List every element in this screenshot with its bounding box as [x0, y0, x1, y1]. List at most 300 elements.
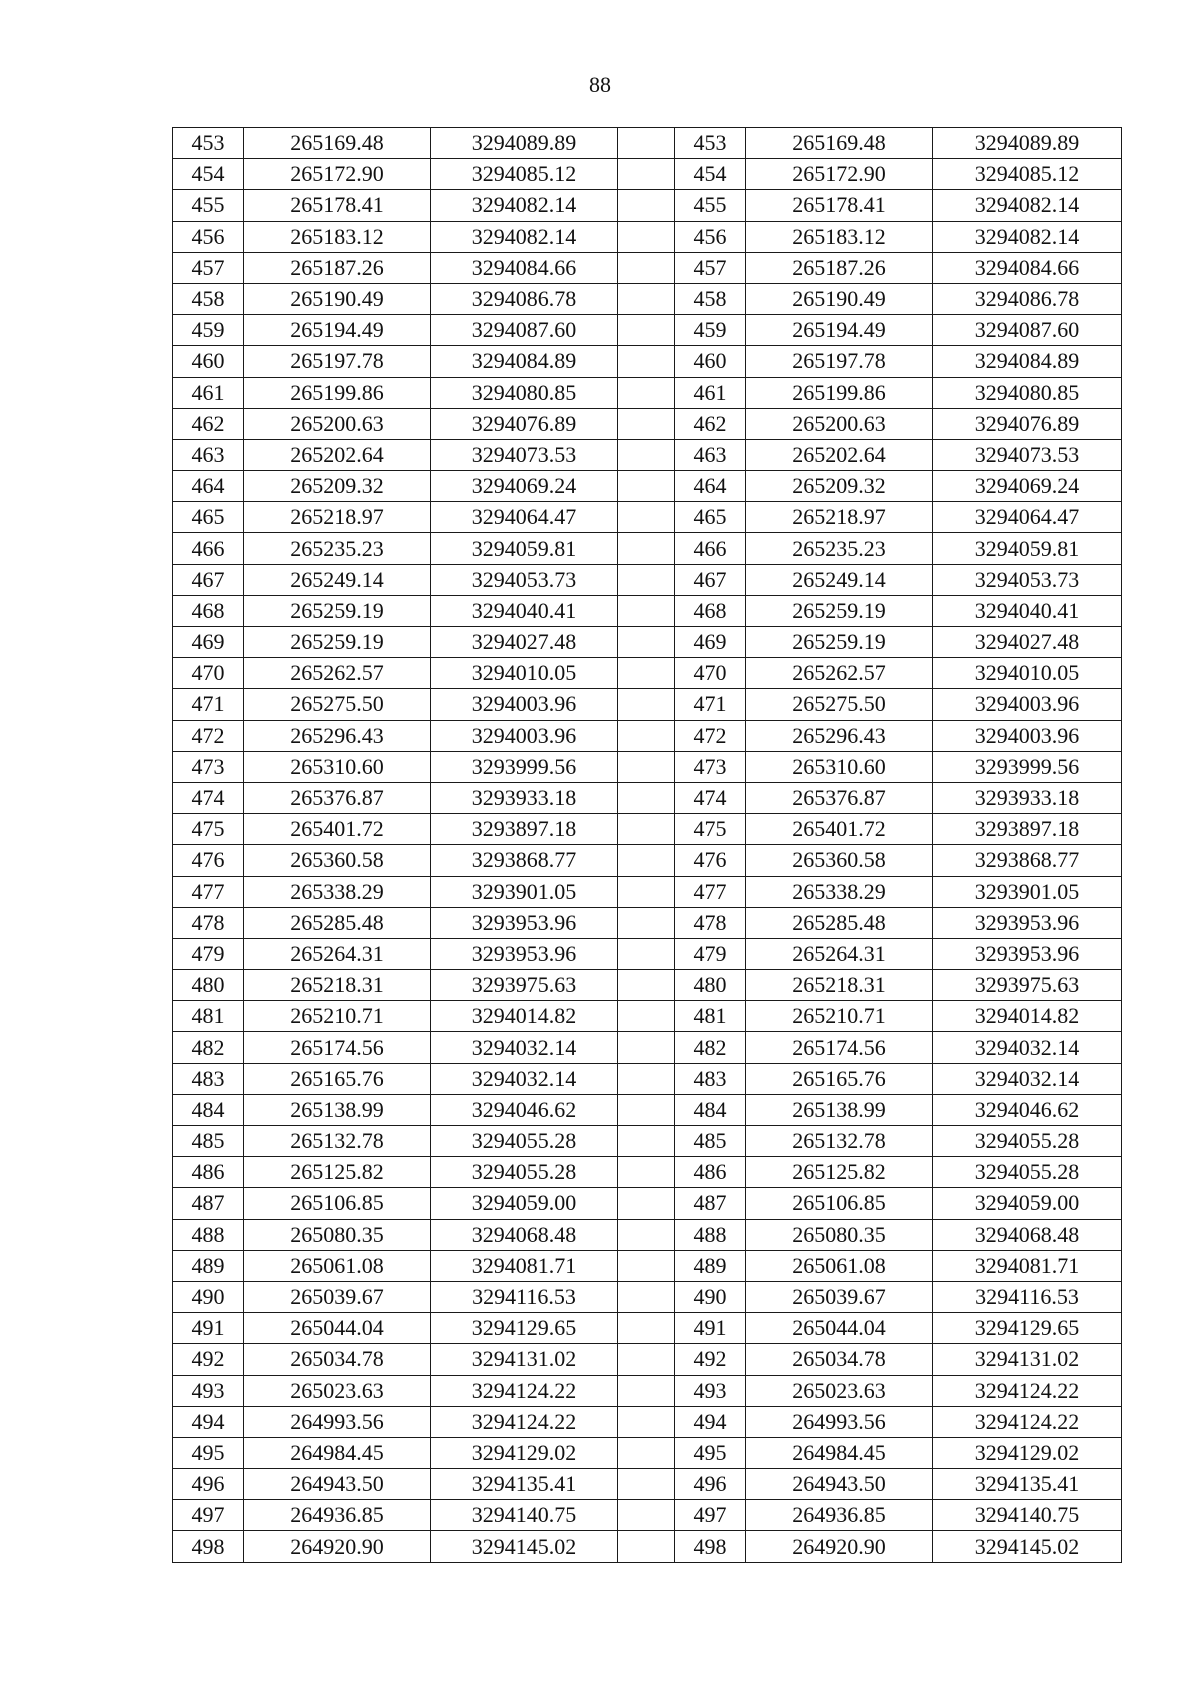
- right-point-number: 460: [675, 346, 746, 377]
- left-x-coordinate: 265199.86: [244, 377, 431, 408]
- spacer-cell: [618, 751, 675, 782]
- right-point-number: 480: [675, 970, 746, 1001]
- table-row: [173, 1281, 1122, 1312]
- right-y-coordinate: 3294032.14: [933, 1063, 1122, 1094]
- right-point-number: 493: [675, 1375, 746, 1406]
- right-y-coordinate: 3294076.89: [933, 408, 1122, 439]
- right-x-coordinate: 265210.71: [746, 1001, 933, 1032]
- left-y-coordinate: 3294124.22: [431, 1406, 618, 1437]
- right-point-number: 463: [675, 439, 746, 470]
- left-x-coordinate: 265210.71: [244, 1001, 431, 1032]
- table-row: [173, 377, 1122, 408]
- right-y-coordinate: 3294124.22: [933, 1375, 1122, 1406]
- table-row: [173, 1437, 1122, 1468]
- left-point-number: 488: [173, 1219, 244, 1250]
- right-x-coordinate: 265360.58: [746, 845, 933, 876]
- right-point-number: 478: [675, 907, 746, 938]
- spacer-cell: [618, 689, 675, 720]
- left-point-number: 481: [173, 1001, 244, 1032]
- left-x-coordinate: 265039.67: [244, 1281, 431, 1312]
- left-y-coordinate: 3294087.60: [431, 315, 618, 346]
- left-y-coordinate: 3294003.96: [431, 689, 618, 720]
- right-x-coordinate: 265061.08: [746, 1250, 933, 1281]
- left-x-coordinate: 265034.78: [244, 1344, 431, 1375]
- left-y-coordinate: 3294014.82: [431, 1001, 618, 1032]
- table-row: [173, 1469, 1122, 1500]
- right-point-number: 491: [675, 1313, 746, 1344]
- right-x-coordinate: 265401.72: [746, 814, 933, 845]
- left-y-coordinate: 3294085.12: [431, 159, 618, 190]
- spacer-cell: [618, 595, 675, 626]
- left-x-coordinate: 265197.78: [244, 346, 431, 377]
- left-point-number: 466: [173, 533, 244, 564]
- spacer-cell: [618, 720, 675, 751]
- table-row: [173, 315, 1122, 346]
- right-x-coordinate: 265259.19: [746, 627, 933, 658]
- left-y-coordinate: 3294145.02: [431, 1531, 618, 1562]
- left-point-number: 476: [173, 845, 244, 876]
- table-row: [173, 128, 1122, 159]
- spacer-cell: [618, 1126, 675, 1157]
- right-point-number: 472: [675, 720, 746, 751]
- spacer-cell: [618, 128, 675, 159]
- table-row: [173, 564, 1122, 595]
- left-y-coordinate: 3294129.65: [431, 1313, 618, 1344]
- left-point-number: 494: [173, 1406, 244, 1437]
- right-point-number: 492: [675, 1344, 746, 1375]
- spacer-cell: [618, 876, 675, 907]
- table-row: [173, 1126, 1122, 1157]
- right-point-number: 498: [675, 1531, 746, 1562]
- spacer-cell: [618, 658, 675, 689]
- left-point-number: 470: [173, 658, 244, 689]
- right-x-coordinate: 265039.67: [746, 1281, 933, 1312]
- right-x-coordinate: 265249.14: [746, 564, 933, 595]
- right-y-coordinate: 3294080.85: [933, 377, 1122, 408]
- table-row: [173, 1001, 1122, 1032]
- right-x-coordinate: 265194.49: [746, 315, 933, 346]
- table-row: [173, 1219, 1122, 1250]
- left-y-coordinate: 3294086.78: [431, 283, 618, 314]
- right-point-number: 489: [675, 1250, 746, 1281]
- left-point-number: 495: [173, 1437, 244, 1468]
- left-x-coordinate: 265187.26: [244, 252, 431, 283]
- spacer-cell: [618, 221, 675, 252]
- left-y-coordinate: 3294081.71: [431, 1250, 618, 1281]
- left-point-number: 496: [173, 1469, 244, 1500]
- right-x-coordinate: 265197.78: [746, 346, 933, 377]
- spacer-cell: [618, 159, 675, 190]
- left-point-number: 480: [173, 970, 244, 1001]
- left-x-coordinate: 265259.19: [244, 595, 431, 626]
- right-point-number: 468: [675, 595, 746, 626]
- right-x-coordinate: 265165.76: [746, 1063, 933, 1094]
- right-x-coordinate: 265023.63: [746, 1375, 933, 1406]
- left-y-coordinate: 3294064.47: [431, 502, 618, 533]
- right-y-coordinate: 3293999.56: [933, 751, 1122, 782]
- right-x-coordinate: 265044.04: [746, 1313, 933, 1344]
- right-point-number: 457: [675, 252, 746, 283]
- left-x-coordinate: 265169.48: [244, 128, 431, 159]
- left-y-coordinate: 3293901.05: [431, 876, 618, 907]
- right-x-coordinate: 264936.85: [746, 1500, 933, 1531]
- left-point-number: 490: [173, 1281, 244, 1312]
- left-y-coordinate: 3294076.89: [431, 408, 618, 439]
- right-y-coordinate: 3294086.78: [933, 283, 1122, 314]
- left-y-coordinate: 3294084.66: [431, 252, 618, 283]
- spacer-cell: [618, 1063, 675, 1094]
- right-y-coordinate: 3294055.28: [933, 1126, 1122, 1157]
- left-point-number: 484: [173, 1094, 244, 1125]
- right-y-coordinate: 3294027.48: [933, 627, 1122, 658]
- right-x-coordinate: 265190.49: [746, 283, 933, 314]
- right-x-coordinate: 265338.29: [746, 876, 933, 907]
- right-x-coordinate: 265202.64: [746, 439, 933, 470]
- right-y-coordinate: 3293897.18: [933, 814, 1122, 845]
- right-y-coordinate: 3294081.71: [933, 1250, 1122, 1281]
- left-point-number: 498: [173, 1531, 244, 1562]
- right-point-number: 464: [675, 471, 746, 502]
- left-y-coordinate: 3294135.41: [431, 1469, 618, 1500]
- left-point-number: 491: [173, 1313, 244, 1344]
- right-y-coordinate: 3294064.47: [933, 502, 1122, 533]
- left-x-coordinate: 265061.08: [244, 1250, 431, 1281]
- spacer-cell: [618, 782, 675, 813]
- left-point-number: 471: [173, 689, 244, 720]
- table-row: [173, 907, 1122, 938]
- spacer-cell: [618, 1094, 675, 1125]
- right-y-coordinate: 3294135.41: [933, 1469, 1122, 1500]
- left-point-number: 493: [173, 1375, 244, 1406]
- table-row: [173, 1032, 1122, 1063]
- table-row: [173, 1063, 1122, 1094]
- left-point-number: 458: [173, 283, 244, 314]
- right-y-coordinate: 3294140.75: [933, 1500, 1122, 1531]
- right-x-coordinate: 265296.43: [746, 720, 933, 751]
- right-y-coordinate: 3294082.14: [933, 190, 1122, 221]
- spacer-cell: [618, 1531, 675, 1562]
- table-row: [173, 814, 1122, 845]
- spacer-cell: [618, 1188, 675, 1219]
- table-row: [173, 876, 1122, 907]
- right-point-number: 481: [675, 1001, 746, 1032]
- spacer-cell: [618, 252, 675, 283]
- right-x-coordinate: 265169.48: [746, 128, 933, 159]
- right-point-number: 453: [675, 128, 746, 159]
- right-y-coordinate: 3294055.28: [933, 1157, 1122, 1188]
- table-row: [173, 751, 1122, 782]
- left-x-coordinate: 264936.85: [244, 1500, 431, 1531]
- right-point-number: 458: [675, 283, 746, 314]
- spacer-cell: [618, 471, 675, 502]
- table-row: [173, 439, 1122, 470]
- left-y-coordinate: 3293868.77: [431, 845, 618, 876]
- right-point-number: 455: [675, 190, 746, 221]
- right-y-coordinate: 3294089.89: [933, 128, 1122, 159]
- left-point-number: 462: [173, 408, 244, 439]
- table-row: [173, 595, 1122, 626]
- right-x-coordinate: 265235.23: [746, 533, 933, 564]
- right-y-coordinate: 3294084.89: [933, 346, 1122, 377]
- left-point-number: 487: [173, 1188, 244, 1219]
- left-y-coordinate: 3294055.28: [431, 1157, 618, 1188]
- left-x-coordinate: 265249.14: [244, 564, 431, 595]
- spacer-cell: [618, 533, 675, 564]
- left-y-coordinate: 3293999.56: [431, 751, 618, 782]
- right-point-number: 494: [675, 1406, 746, 1437]
- left-y-coordinate: 3294027.48: [431, 627, 618, 658]
- right-point-number: 469: [675, 627, 746, 658]
- right-y-coordinate: 3294129.65: [933, 1313, 1122, 1344]
- left-point-number: 457: [173, 252, 244, 283]
- right-x-coordinate: 265080.35: [746, 1219, 933, 1250]
- left-x-coordinate: 265132.78: [244, 1126, 431, 1157]
- left-point-number: 464: [173, 471, 244, 502]
- left-x-coordinate: 265264.31: [244, 938, 431, 969]
- left-y-coordinate: 3293933.18: [431, 782, 618, 813]
- table-row: [173, 1313, 1122, 1344]
- right-x-coordinate: 264920.90: [746, 1531, 933, 1562]
- right-x-coordinate: 265264.31: [746, 938, 933, 969]
- right-y-coordinate: 3294053.73: [933, 564, 1122, 595]
- right-x-coordinate: 264984.45: [746, 1437, 933, 1468]
- right-y-coordinate: 3294059.81: [933, 533, 1122, 564]
- left-y-coordinate: 3294069.24: [431, 471, 618, 502]
- right-point-number: 467: [675, 564, 746, 595]
- spacer-cell: [618, 938, 675, 969]
- right-x-coordinate: 264993.56: [746, 1406, 933, 1437]
- left-point-number: 479: [173, 938, 244, 969]
- table-row: [173, 658, 1122, 689]
- right-x-coordinate: 265262.57: [746, 658, 933, 689]
- right-y-coordinate: 3293868.77: [933, 845, 1122, 876]
- left-y-coordinate: 3294032.14: [431, 1032, 618, 1063]
- left-y-coordinate: 3294129.02: [431, 1437, 618, 1468]
- spacer-cell: [618, 1375, 675, 1406]
- table-row: [173, 1188, 1122, 1219]
- right-y-coordinate: 3293953.96: [933, 938, 1122, 969]
- right-x-coordinate: 265200.63: [746, 408, 933, 439]
- left-x-coordinate: 265275.50: [244, 689, 431, 720]
- left-point-number: 455: [173, 190, 244, 221]
- right-point-number: 488: [675, 1219, 746, 1250]
- spacer-cell: [618, 439, 675, 470]
- table-row: [173, 159, 1122, 190]
- left-x-coordinate: 265218.97: [244, 502, 431, 533]
- table-row: [173, 190, 1122, 221]
- left-point-number: 482: [173, 1032, 244, 1063]
- left-x-coordinate: 265106.85: [244, 1188, 431, 1219]
- left-x-coordinate: 265178.41: [244, 190, 431, 221]
- table-row: [173, 1344, 1122, 1375]
- right-point-number: 470: [675, 658, 746, 689]
- left-x-coordinate: 265200.63: [244, 408, 431, 439]
- right-x-coordinate: 265034.78: [746, 1344, 933, 1375]
- right-y-coordinate: 3294068.48: [933, 1219, 1122, 1250]
- right-x-coordinate: 265172.90: [746, 159, 933, 190]
- left-point-number: 486: [173, 1157, 244, 1188]
- left-y-coordinate: 3294082.14: [431, 221, 618, 252]
- right-point-number: 483: [675, 1063, 746, 1094]
- spacer-cell: [618, 1001, 675, 1032]
- spacer-cell: [618, 627, 675, 658]
- right-point-number: 479: [675, 938, 746, 969]
- right-point-number: 485: [675, 1126, 746, 1157]
- right-x-coordinate: 264943.50: [746, 1469, 933, 1500]
- right-point-number: 454: [675, 159, 746, 190]
- right-x-coordinate: 265310.60: [746, 751, 933, 782]
- left-point-number: 485: [173, 1126, 244, 1157]
- right-point-number: 462: [675, 408, 746, 439]
- table-row: [173, 471, 1122, 502]
- right-y-coordinate: 3294085.12: [933, 159, 1122, 190]
- spacer-cell: [618, 845, 675, 876]
- right-x-coordinate: 265285.48: [746, 907, 933, 938]
- spacer-cell: [618, 1406, 675, 1437]
- left-x-coordinate: 265183.12: [244, 221, 431, 252]
- left-x-coordinate: 265174.56: [244, 1032, 431, 1063]
- right-x-coordinate: 265174.56: [746, 1032, 933, 1063]
- right-point-number: 496: [675, 1469, 746, 1500]
- left-x-coordinate: 264943.50: [244, 1469, 431, 1500]
- spacer-cell: [618, 1313, 675, 1344]
- left-point-number: 454: [173, 159, 244, 190]
- spacer-cell: [618, 1437, 675, 1468]
- left-x-coordinate: 265044.04: [244, 1313, 431, 1344]
- table-row: [173, 346, 1122, 377]
- right-y-coordinate: 3294059.00: [933, 1188, 1122, 1219]
- table-row: [173, 533, 1122, 564]
- right-y-coordinate: 3294010.05: [933, 658, 1122, 689]
- spacer-cell: [618, 502, 675, 533]
- left-point-number: 461: [173, 377, 244, 408]
- right-point-number: 465: [675, 502, 746, 533]
- right-x-coordinate: 265125.82: [746, 1157, 933, 1188]
- left-x-coordinate: 265165.76: [244, 1063, 431, 1094]
- left-y-coordinate: 3293897.18: [431, 814, 618, 845]
- spacer-cell: [618, 970, 675, 1001]
- right-point-number: 490: [675, 1281, 746, 1312]
- left-point-number: 492: [173, 1344, 244, 1375]
- right-point-number: 495: [675, 1437, 746, 1468]
- left-y-coordinate: 3294032.14: [431, 1063, 618, 1094]
- left-point-number: 489: [173, 1250, 244, 1281]
- left-y-coordinate: 3294140.75: [431, 1500, 618, 1531]
- left-x-coordinate: 265296.43: [244, 720, 431, 751]
- left-y-coordinate: 3294082.14: [431, 190, 618, 221]
- left-point-number: 473: [173, 751, 244, 782]
- table-row: [173, 1157, 1122, 1188]
- left-y-coordinate: 3294053.73: [431, 564, 618, 595]
- right-y-coordinate: 3294131.02: [933, 1344, 1122, 1375]
- table-row: [173, 720, 1122, 751]
- left-point-number: 453: [173, 128, 244, 159]
- right-point-number: 471: [675, 689, 746, 720]
- page-number: 88: [589, 72, 611, 97]
- right-y-coordinate: 3293975.63: [933, 970, 1122, 1001]
- left-x-coordinate: 265023.63: [244, 1375, 431, 1406]
- left-x-coordinate: 265172.90: [244, 159, 431, 190]
- spacer-cell: [618, 1281, 675, 1312]
- left-x-coordinate: 265259.19: [244, 627, 431, 658]
- table-row: [173, 252, 1122, 283]
- left-point-number: 456: [173, 221, 244, 252]
- right-point-number: 482: [675, 1032, 746, 1063]
- table-row: [173, 845, 1122, 876]
- table-row: [173, 1531, 1122, 1562]
- right-y-coordinate: 3294082.14: [933, 221, 1122, 252]
- right-y-coordinate: 3294032.14: [933, 1032, 1122, 1063]
- right-x-coordinate: 265178.41: [746, 190, 933, 221]
- left-x-coordinate: 265218.31: [244, 970, 431, 1001]
- left-x-coordinate: 264993.56: [244, 1406, 431, 1437]
- right-point-number: 476: [675, 845, 746, 876]
- left-x-coordinate: 264984.45: [244, 1437, 431, 1468]
- right-point-number: 473: [675, 751, 746, 782]
- right-y-coordinate: 3294129.02: [933, 1437, 1122, 1468]
- left-y-coordinate: 3294055.28: [431, 1126, 618, 1157]
- right-x-coordinate: 265138.99: [746, 1094, 933, 1125]
- right-y-coordinate: 3294124.22: [933, 1406, 1122, 1437]
- left-point-number: 474: [173, 782, 244, 813]
- left-x-coordinate: 265080.35: [244, 1219, 431, 1250]
- left-point-number: 477: [173, 876, 244, 907]
- table-row: [173, 689, 1122, 720]
- left-x-coordinate: 265209.32: [244, 471, 431, 502]
- right-x-coordinate: 265187.26: [746, 252, 933, 283]
- spacer-cell: [618, 814, 675, 845]
- right-y-coordinate: 3294003.96: [933, 720, 1122, 751]
- spacer-cell: [618, 377, 675, 408]
- right-x-coordinate: 265218.97: [746, 502, 933, 533]
- spacer-cell: [618, 907, 675, 938]
- spacer-cell: [618, 564, 675, 595]
- right-x-coordinate: 265106.85: [746, 1188, 933, 1219]
- left-y-coordinate: 3294084.89: [431, 346, 618, 377]
- left-y-coordinate: 3294089.89: [431, 128, 618, 159]
- spacer-cell: [618, 315, 675, 346]
- left-y-coordinate: 3294003.96: [431, 720, 618, 751]
- table-row: [173, 1375, 1122, 1406]
- table-row: [173, 938, 1122, 969]
- left-x-coordinate: 265338.29: [244, 876, 431, 907]
- left-point-number: 497: [173, 1500, 244, 1531]
- right-point-number: 474: [675, 782, 746, 813]
- left-x-coordinate: 265376.87: [244, 782, 431, 813]
- left-x-coordinate: 265235.23: [244, 533, 431, 564]
- right-point-number: 484: [675, 1094, 746, 1125]
- coordinate-table: [172, 127, 1122, 1563]
- right-y-coordinate: 3294069.24: [933, 471, 1122, 502]
- left-y-coordinate: 3294124.22: [431, 1375, 618, 1406]
- left-y-coordinate: 3294073.53: [431, 439, 618, 470]
- right-point-number: 466: [675, 533, 746, 564]
- table-row: [173, 1406, 1122, 1437]
- spacer-cell: [618, 1219, 675, 1250]
- spacer-cell: [618, 408, 675, 439]
- left-point-number: 469: [173, 627, 244, 658]
- left-x-coordinate: 265125.82: [244, 1157, 431, 1188]
- table-row: [173, 627, 1122, 658]
- left-y-coordinate: 3293953.96: [431, 907, 618, 938]
- right-y-coordinate: 3294073.53: [933, 439, 1122, 470]
- left-point-number: 468: [173, 595, 244, 626]
- right-y-coordinate: 3293933.18: [933, 782, 1122, 813]
- left-point-number: 460: [173, 346, 244, 377]
- right-point-number: 486: [675, 1157, 746, 1188]
- spacer-cell: [618, 1157, 675, 1188]
- table-row: [173, 1094, 1122, 1125]
